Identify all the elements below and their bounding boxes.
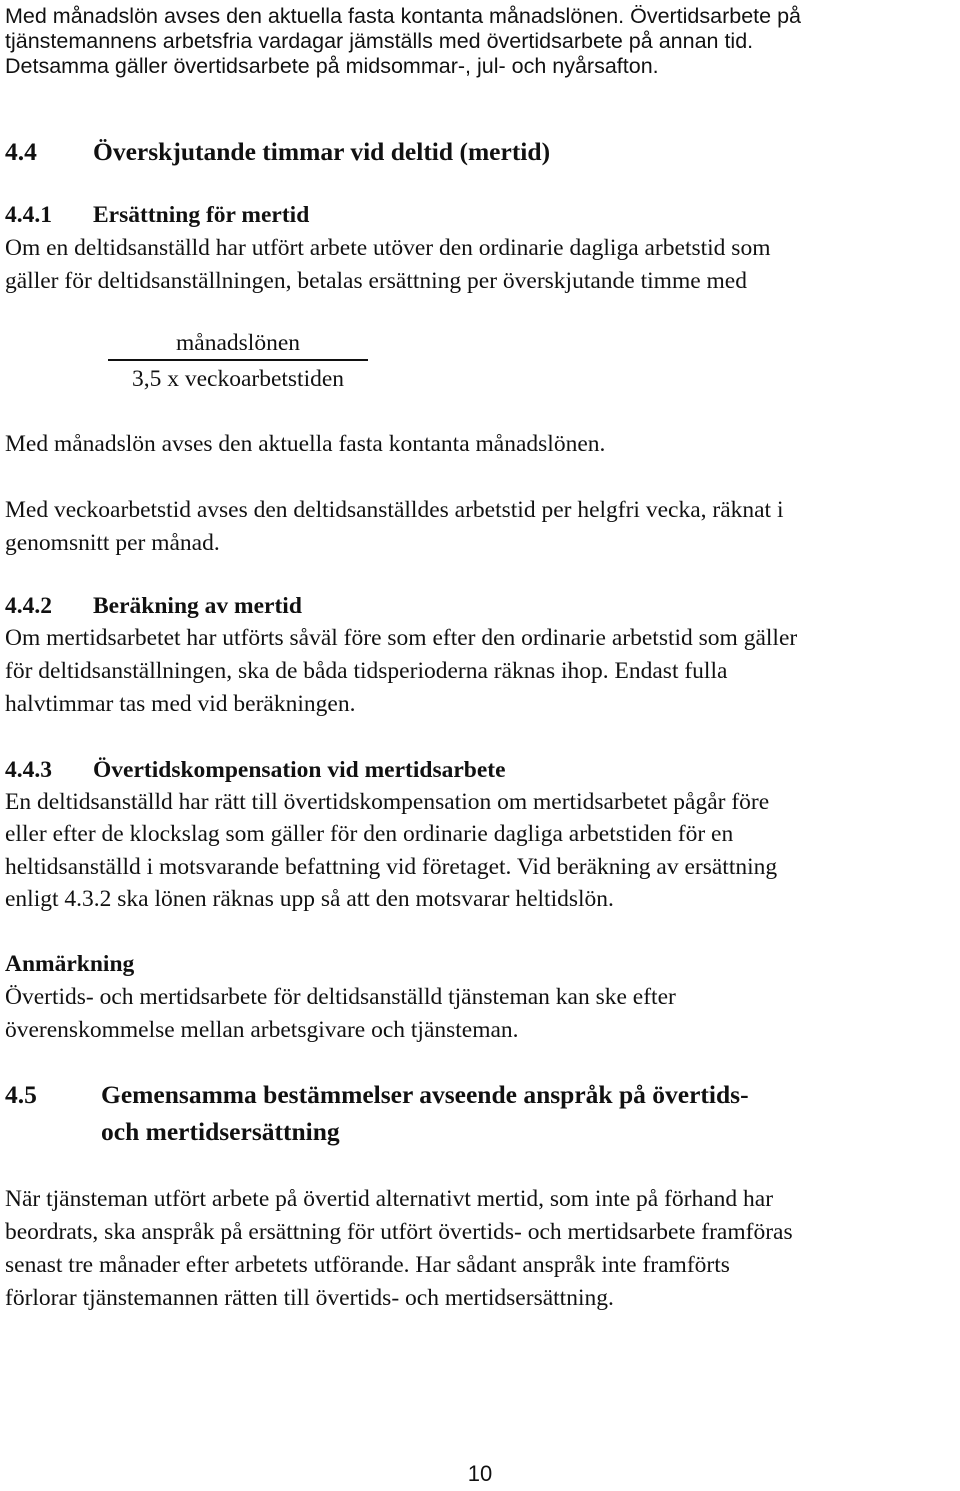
compensation-formula [108,331,368,393]
text-line: halvtimmar tas med vid beräkningen. [5,691,356,717]
text-line: Övertids- och mertidsarbete för deltidsanställd tjänsteman kan ske efter [5,984,676,1010]
subsection-number: 4.4.1 [5,202,52,228]
text-line: eller efter de klockslag som gäller för den ordinarie dagliga arbetstiden för en [5,821,734,847]
text-line: beordrats, ska anspråk på ersättning för utfört övertids- och mertidsarbete framföras [5,1219,793,1245]
subsection-heading-4-4-1 [5,199,309,232]
text-line: Med månadslön avses den aktuella fasta kontanta månadslönen. Övertidsarbete på [5,4,801,28]
section-title: Gemensamma bestämmelser avseende anspråk på övertids- [101,1080,749,1109]
section-heading-4-4 [5,136,550,168]
subsection-title: Övertidskompensation vid mertidsarbete [93,757,506,783]
subsection-number: 4.4.2 [5,593,52,619]
text-line: Om en deltidsanställd har utfört arbete utöver den ordinarie dagliga arbetstid som [5,235,771,261]
text-line: för deltidsanställningen, ska de båda tidsperioderna räknas ihop. Endast fulla [5,658,728,684]
note-heading: Anmärkning [5,951,135,977]
text-line: En deltidsanställd har rätt till övertidskompensation om mertidsarbetet pågår före [5,789,770,815]
text-line: heltidsanställd i motsvarande befattning vid företaget. Vid beräkning av ersättning [5,854,778,880]
subsection-number: 4.4.3 [5,757,52,783]
formula-denominator: 3,5 x veckoarbetstiden [131,365,345,392]
subsection-heading-4-4-2 [5,590,302,623]
section-heading-4-5 [5,1079,749,1111]
text-line: När tjänsteman utfört arbete på övertid alternativt mertid, som inte på förhand har [5,1186,774,1212]
text-line: Om mertidsarbetet har utförts såväl före som efter den ordinarie arbetstid som gäller [5,625,798,651]
fraction-bar [108,359,368,361]
text-line: förlorar tjänstemannen rätten till övertids- och mertidsersättning. [5,1285,614,1311]
text-line: Med veckoarbetstid avses den deltidsanställdes arbetstid per helgfri vecka, räknat i [5,497,784,523]
subsection-title: Beräkning av mertid [93,593,302,619]
section-number: 4.5 [5,1080,37,1109]
text-line: tjänstemannens arbetsfria vardagar jämställs med övertidsarbete på annan tid. [5,29,754,53]
definition-manadslon: Med månadslön avses den aktuella fasta kontanta månadslönen. [5,431,606,457]
text-line: senast tre månader efter arbetets utförande. Har sådant anspråk inte framförts [5,1252,730,1278]
page-number: 10 [467,1461,493,1486]
text-line: gäller för deltidsanställningen, betalas ersättning per överskjutande timme med [5,268,747,294]
subsection-title: Ersättning för mertid [93,202,310,228]
text-line: Detsamma gäller övertidsarbete på midsommar-, jul- och nyårsafton. [5,54,659,78]
text-line: överenskommelse mellan arbetsgivare och tjänsteman. [5,1017,519,1043]
intro-paragraph [5,4,955,79]
text-line: genomsnitt per månad. [5,530,220,556]
section-title: Överskjutande timmar vid deltid (mertid) [93,137,551,166]
section-number: 4.4 [5,137,37,166]
section-title-continued: och mertidsersättning [101,1117,340,1146]
text-line: enligt 4.3.2 ska lönen räknas upp så att den motsvarar heltidslön. [5,886,614,912]
subsection-heading-4-4-3 [5,754,506,787]
formula-numerator: månadslönen [176,330,300,356]
